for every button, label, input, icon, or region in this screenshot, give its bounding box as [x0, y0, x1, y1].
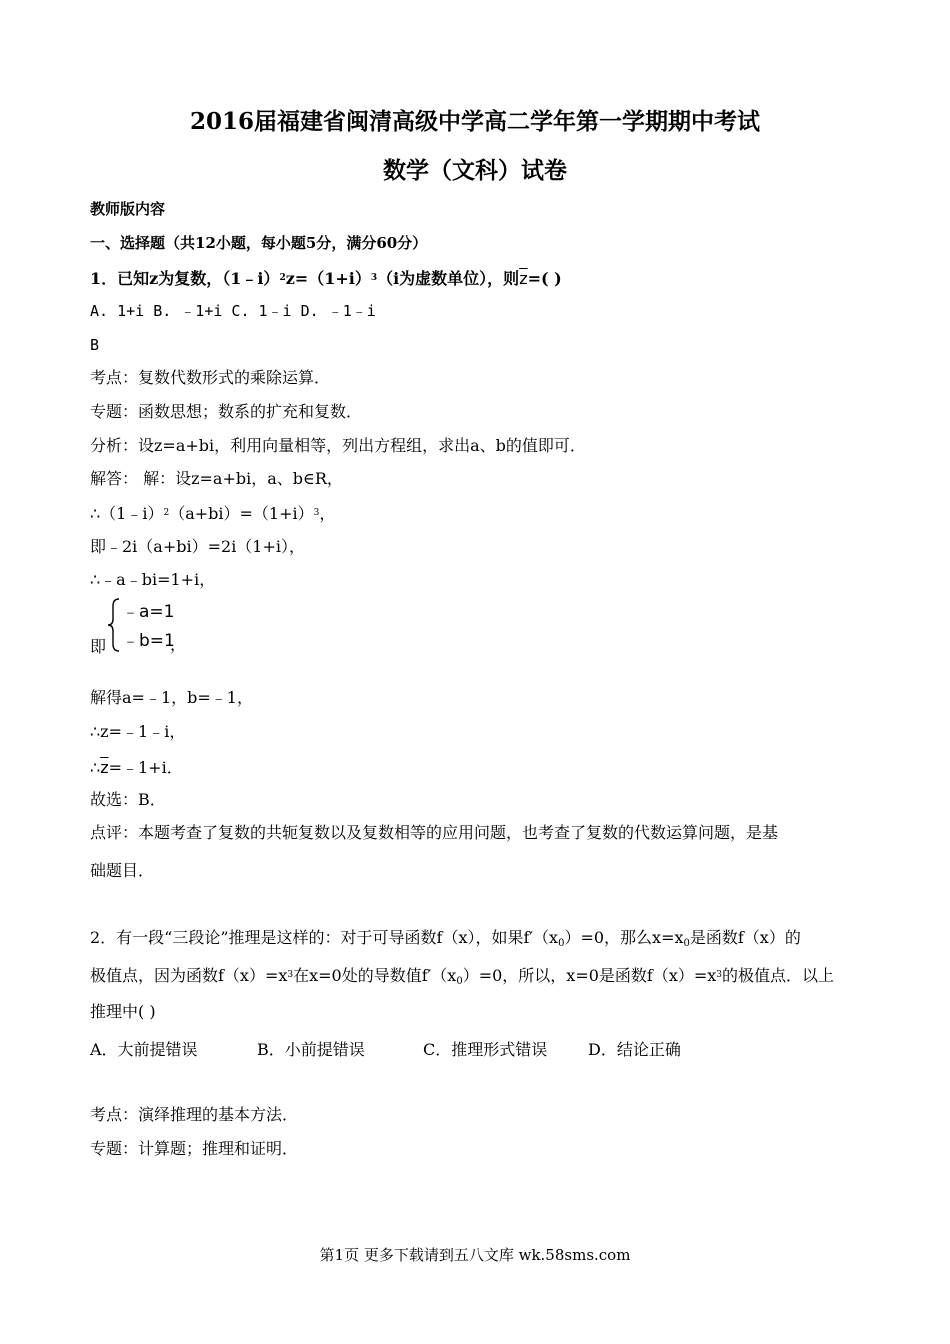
- q2-option-c: C．推理形式错误: [423, 1040, 548, 1059]
- q1-zbar-symbol: $\overline{z}$: [100, 758, 109, 777]
- q2-l1-c: 是函数f（x）的: [689, 928, 801, 947]
- q1-stem-text-b: z=（1+i）: [285, 269, 371, 288]
- q1-zbar-rest: =﹣1+i．: [108, 758, 183, 777]
- q1-stem-exp2: 3: [370, 273, 378, 283]
- q1-options: A. 1+i B. ﹣1+i C. 1﹣i D. ﹣1﹣i: [90, 302, 376, 320]
- q1-step1-b: （a+bi）=（1+i）: [169, 504, 314, 523]
- q1-comment-line1: 点评：本题考查了复数的共轭复数以及复数相等的应用问题，也考查了复数的代数运算问题，是基: [90, 823, 779, 842]
- q1-stem: [90, 268, 562, 289]
- q1-zbar-prefix: ∴: [90, 758, 101, 777]
- q2-l2-d: 的极值点．以上: [722, 966, 835, 985]
- q1-step1-a: ∴（1﹣i）: [90, 504, 164, 523]
- q1-choose: 故选：B．: [90, 790, 166, 809]
- q2-l2-sup1: 3: [287, 970, 294, 980]
- q2-l1-sub1: 0: [558, 938, 565, 949]
- q2-stem-line1: [90, 928, 801, 954]
- q2-l2-b: 在x=0处的导数值f′（x: [293, 966, 457, 985]
- q2-l2-c: ）=0，所以，x=0是函数f（x）=x: [462, 966, 717, 985]
- page-footer: 第1页 更多下载请到五八文库 wk.58sms.com: [319, 1246, 631, 1264]
- q2-l2-sup2: 3: [716, 970, 723, 980]
- doc-title: 2016届福建省闽清高级中学高二学年第一学期期中考试: [189, 108, 760, 135]
- q1-fenxi: 分析：设z=a+bi，利用向量相等，列出方程组，求出a、b的值即可．: [90, 436, 586, 455]
- q2-l2-sub1: 0: [456, 976, 463, 987]
- q1-answer: B: [90, 336, 100, 354]
- q1-kaodian: 考点：复数代数形式的乘除运算．: [90, 368, 331, 387]
- q1-z-result: ∴z=﹣1﹣i，: [90, 722, 186, 741]
- q2-l1-b: ）=0，那么x=x: [564, 928, 684, 947]
- q1-solve: 解得a=﹣1，b=﹣1，: [90, 688, 253, 707]
- q1-step1-c: ，: [319, 504, 336, 523]
- q1-stem-text-a: 1．已知z为复数，（1﹣i）: [90, 269, 280, 288]
- q1-step1-exp1: 2: [163, 508, 170, 518]
- q2-option-a: A．大前提错误: [90, 1040, 198, 1059]
- q1-step2: 即﹣2i（a+bi）=2i（1+i），: [90, 537, 306, 556]
- q1-zhuanti: 专题：函数思想；数系的扩充和复数．: [90, 402, 363, 421]
- q1-step3: ∴﹣a﹣bi=1+i，: [90, 570, 216, 589]
- q1-step1-exp2: 3: [313, 508, 320, 518]
- q1-step1: [90, 503, 335, 524]
- q2-l1-a: 2．有一段“三段论”推理是这样的：对于可导函数f（x），如果f′（x: [90, 928, 559, 947]
- q2-stem-line2: [90, 965, 834, 992]
- q1-stem-text-c: （i为虚数单位），则: [377, 269, 520, 288]
- q2-kaodian: 考点：演绎推理的基本方法．: [90, 1105, 299, 1124]
- q2-l2-a: 极值点，因为函数f（x）=x: [90, 966, 288, 985]
- q1-zbar: $\overline{z}$: [519, 269, 528, 288]
- q2-zhuanti: 专题：计算题；推理和证明．: [90, 1139, 299, 1158]
- q1-system-eq1: ﹣a=1: [122, 602, 175, 622]
- q1-system-eq2: ﹣b=1: [122, 631, 175, 651]
- teacher-label: 教师版内容: [90, 200, 166, 218]
- q1-system-prefix: 即: [90, 637, 107, 656]
- q2-stem-line3: 推理中( ): [90, 1002, 156, 1021]
- q1-stem-text-d: =( ): [527, 269, 562, 288]
- q2-option-d: D．结论正确: [588, 1040, 681, 1059]
- q1-jieda: 解答： 解：设z=a+bi，a、b∈R，: [90, 469, 343, 488]
- section-heading: 一、选择题（共12小题，每小题5分，满分60分）: [90, 234, 428, 252]
- q1-system-suffix: ，: [170, 635, 187, 654]
- q1-stem-exp1: 2: [279, 273, 286, 283]
- q1-zbar-result: [90, 758, 183, 778]
- doc-subtitle: 数学（文科）试卷: [383, 157, 567, 184]
- left-brace-icon: [107, 598, 121, 652]
- q1-comment-line2: 础题目．: [90, 861, 155, 880]
- q2-option-b: B．小前提错误: [257, 1040, 365, 1059]
- q2-l1-sub2: 0: [683, 938, 690, 949]
